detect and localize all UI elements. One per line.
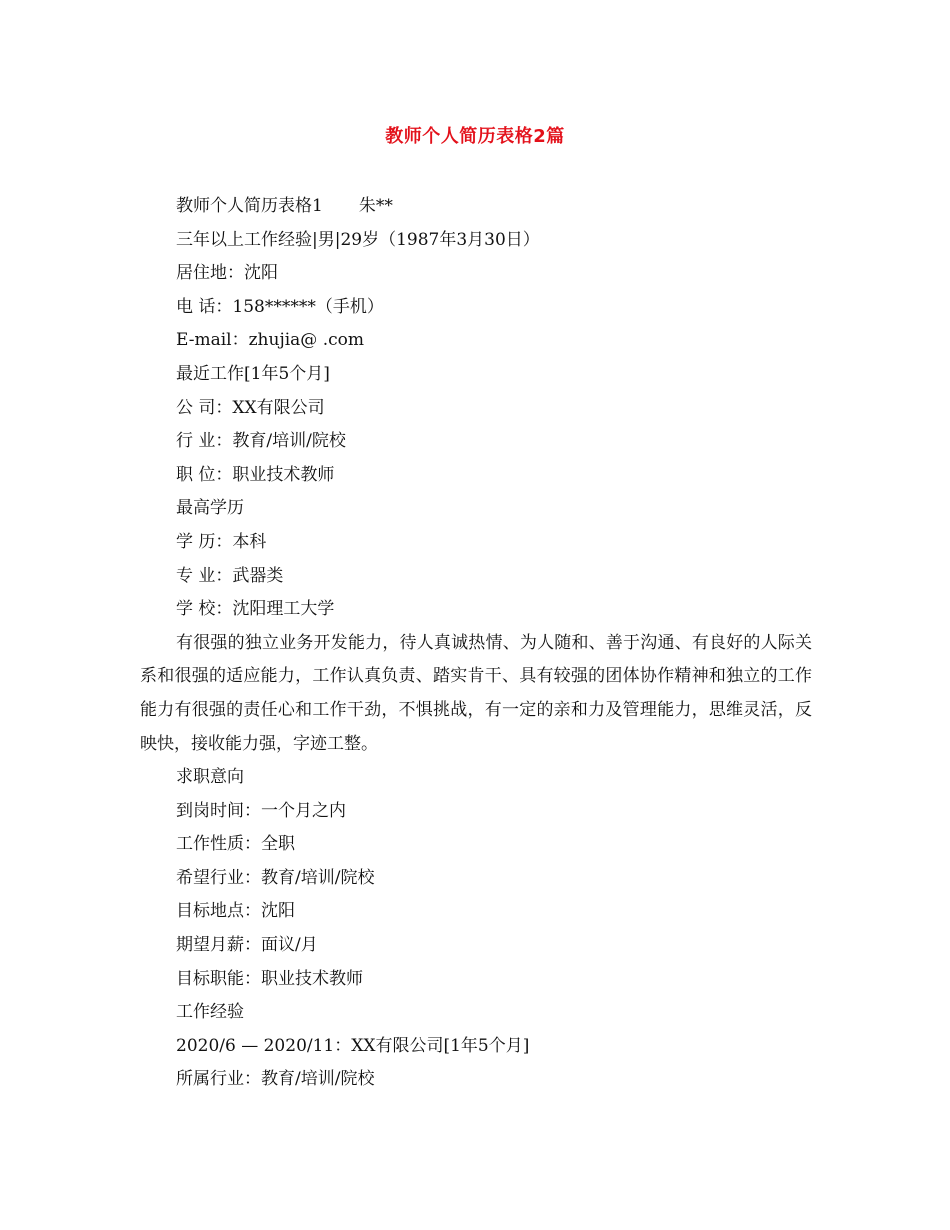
major-line: 专 业：武器类 xyxy=(176,565,284,586)
residence-line: 居住地：沈阳 xyxy=(176,263,278,284)
education-header: 最高学历 xyxy=(176,498,244,519)
experience-industry-line: 所属行业：教育/培训/院校 xyxy=(176,1069,375,1090)
desired-industry-line: 希望行业：教育/培训/院校 xyxy=(176,867,375,888)
document-body xyxy=(140,190,812,1097)
expected-salary-line: 期望月薪：面议/月 xyxy=(176,935,318,956)
school-line: 学 校：沈阳理工大学 xyxy=(176,599,335,620)
experience-header: 工作经验 xyxy=(176,1002,244,1023)
target-location-line: 目标地点：沈阳 xyxy=(176,901,295,922)
industry-line: 行 业：教育/培训/院校 xyxy=(176,431,346,452)
job-type-line: 工作性质：全职 xyxy=(176,834,295,855)
intention-header: 求职意向 xyxy=(176,767,244,788)
experience-period-line: 2020/6 — 2020/11：XX有限公司[1年5个月] xyxy=(176,1035,530,1056)
resume-heading xyxy=(140,190,812,224)
company-line: 公 司：XX有限公司 xyxy=(176,397,325,418)
resume-name: 朱** xyxy=(358,196,393,216)
resume-summary: 三年以上工作经验|男|29岁（1987年3月30日） xyxy=(176,229,540,250)
target-role-line: 目标职能：职业技术教师 xyxy=(176,968,363,989)
document-title: 教师个人简历表格2篇 xyxy=(385,126,565,147)
email-line: E-mail：zhujia@ .com xyxy=(176,330,364,351)
degree-line: 学 历：本科 xyxy=(176,531,267,552)
position-line: 职 位：职业技术教师 xyxy=(176,464,335,485)
self-assessment-paragraph: 有很强的独立业务开发能力，待人真诚热情、为人随和、善于沟通、有良好的人际关系和很强的适应能力，工作认真负责、踏实肯干、具有较强的团体协作精神和独立的工作能力有很强的责任心和工作干劲，不惧挑战，有一定的亲和力及管理能力，思维灵活，反映快，接收能力强，字迹工整。 xyxy=(140,632,812,754)
phone-line: 电 话：158******（手机） xyxy=(176,296,384,317)
arrival-time-line: 到岗时间：一个月之内 xyxy=(176,800,346,821)
resume-heading-label: 教师个人简历表格1 xyxy=(176,196,323,216)
recent-work-header: 最近工作[1年5个月] xyxy=(176,363,330,384)
